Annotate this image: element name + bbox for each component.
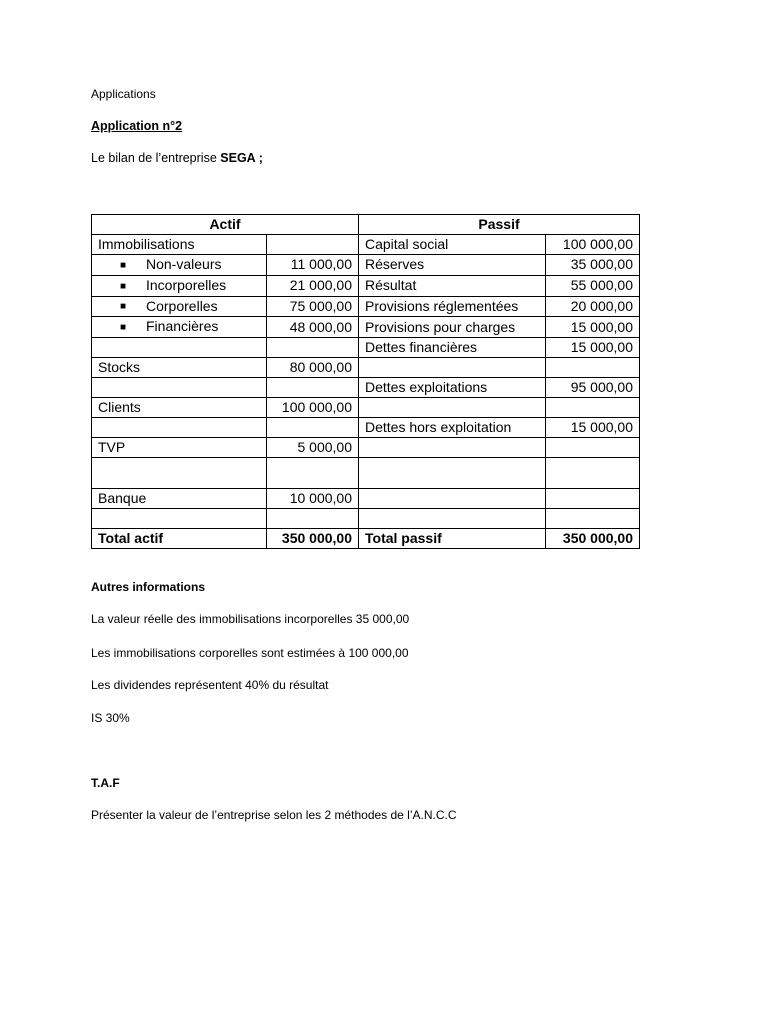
total-actif-value: 350 000,00: [267, 529, 359, 549]
table-row: [92, 296, 640, 317]
bullet-icon: ■: [120, 301, 127, 313]
table-row: [92, 338, 640, 358]
passif-label: Réserves: [359, 255, 546, 276]
actif-value: [267, 378, 359, 398]
passif-value: 100 000,00: [546, 235, 640, 255]
table-row: [92, 398, 640, 418]
header-passif: Passif: [359, 215, 640, 235]
intro-prefix: Le bilan de l’entreprise: [91, 151, 217, 165]
table-row: [92, 358, 640, 378]
actif-value: [267, 418, 359, 438]
passif-label: [359, 358, 546, 378]
passif-value: 15 000,00: [546, 418, 640, 438]
passif-label: Dettes hors exploitation: [359, 418, 546, 438]
info-line: IS 30%: [91, 711, 130, 725]
passif-value: 15 000,00: [546, 338, 640, 358]
actif-label: TVP: [98, 439, 126, 456]
passif-value: 95 000,00: [546, 378, 640, 398]
passif-label: [359, 438, 546, 458]
passif-value: [546, 398, 640, 418]
total-passif-value: 350 000,00: [546, 529, 640, 549]
passif-label: [359, 509, 546, 529]
application-title: Application n°2: [91, 119, 183, 133]
passif-value: [546, 489, 640, 509]
actif-label: Immobilisations: [98, 236, 195, 252]
passif-value: 15 000,00: [546, 317, 640, 338]
header-actif: Actif: [92, 215, 359, 235]
actif-label: Corporelles: [146, 297, 218, 314]
table-row: [92, 509, 640, 529]
actif-label-cell: [92, 338, 267, 358]
bullet-icon: ■: [120, 322, 127, 334]
actif-label-cell: [92, 398, 267, 418]
table-row: [92, 317, 640, 338]
passif-label: [359, 398, 546, 418]
actif-value: 100 000,00: [267, 398, 359, 418]
actif-value: 80 000,00: [267, 358, 359, 378]
actif-label-cell: [92, 358, 267, 378]
table-row: [92, 438, 640, 458]
passif-label: [359, 489, 546, 509]
total-actif-label: Total actif: [92, 529, 267, 549]
actif-label: Incorporelles: [146, 276, 227, 293]
info-line: Les immobilisations corporelles sont estimées à 100 000,00: [91, 646, 409, 660]
actif-label-cell: [92, 275, 267, 296]
table-row: [92, 275, 640, 296]
passif-label: Provisions pour charges: [359, 317, 546, 338]
actif-value: 11 000,00: [267, 255, 359, 276]
actif-value: [267, 235, 359, 255]
table-row: [92, 255, 640, 276]
actif-label-cell: [92, 438, 267, 458]
table-row: [92, 378, 640, 398]
actif-value: [267, 509, 359, 529]
total-passif-label: Total passif: [359, 529, 546, 549]
passif-label: Provisions réglementées: [359, 296, 546, 317]
actif-label-cell: [92, 378, 267, 398]
actif-label: Clients: [98, 399, 141, 416]
passif-value: 55 000,00: [546, 275, 640, 296]
actif-value: 48 000,00: [267, 317, 359, 338]
actif-value: 5 000,00: [267, 438, 359, 458]
info-line: Les dividendes représentent 40% du résultat: [91, 678, 329, 692]
actif-value: 21 000,00: [267, 275, 359, 296]
actif-label-cell: [92, 489, 267, 509]
passif-label: Dettes exploitations: [359, 378, 546, 398]
actif-label-cell: [92, 509, 267, 529]
actif-label-cell: [92, 317, 267, 338]
actif-value: [267, 338, 359, 358]
actif-label-cell: [92, 458, 267, 489]
actif-value: 10 000,00: [267, 489, 359, 509]
passif-label: [359, 458, 546, 489]
task-text: Présenter la valeur de l’entreprise selon les 2 méthodes de l’A.N.C.C: [91, 808, 457, 822]
bullet-icon: ■: [120, 259, 127, 271]
company-name: SEGA ;: [220, 151, 263, 165]
total-row: [92, 529, 640, 549]
table-row: [92, 458, 640, 489]
passif-value: [546, 458, 640, 489]
passif-value: [546, 509, 640, 529]
table-header-row: [92, 215, 640, 235]
actif-label: Stocks: [98, 359, 141, 376]
passif-label: Résultat: [359, 275, 546, 296]
info-line: La valeur réelle des immobilisations incorporelles 35 000,00: [91, 612, 410, 626]
passif-label: Dettes financières: [359, 338, 546, 358]
passif-value: 20 000,00: [546, 296, 640, 317]
actif-value: [267, 458, 359, 489]
passif-value: [546, 358, 640, 378]
task-title: T.A.F: [91, 776, 120, 790]
actif-label-cell: [92, 255, 267, 276]
actif-label: Non-valeurs: [146, 256, 222, 272]
actif-label: Banque: [98, 490, 147, 507]
table-row: [92, 235, 640, 255]
actif-label-cell: [92, 296, 267, 317]
actif-label-cell: [92, 235, 267, 255]
bullet-icon: ■: [120, 280, 127, 292]
actif-value: 75 000,00: [267, 296, 359, 317]
table-row: [92, 489, 640, 509]
passif-label: Capital social: [359, 235, 546, 255]
intro-text: [91, 151, 263, 165]
passif-value: [546, 438, 640, 458]
other-info-title: Autres informations: [91, 580, 206, 594]
table-body: [92, 235, 640, 529]
balance-sheet-table: [91, 214, 640, 549]
passif-value: 35 000,00: [546, 255, 640, 276]
section-heading: Applications: [91, 87, 156, 101]
table-row: [92, 418, 640, 438]
actif-label: Financières: [146, 318, 219, 335]
actif-label-cell: [92, 418, 267, 438]
